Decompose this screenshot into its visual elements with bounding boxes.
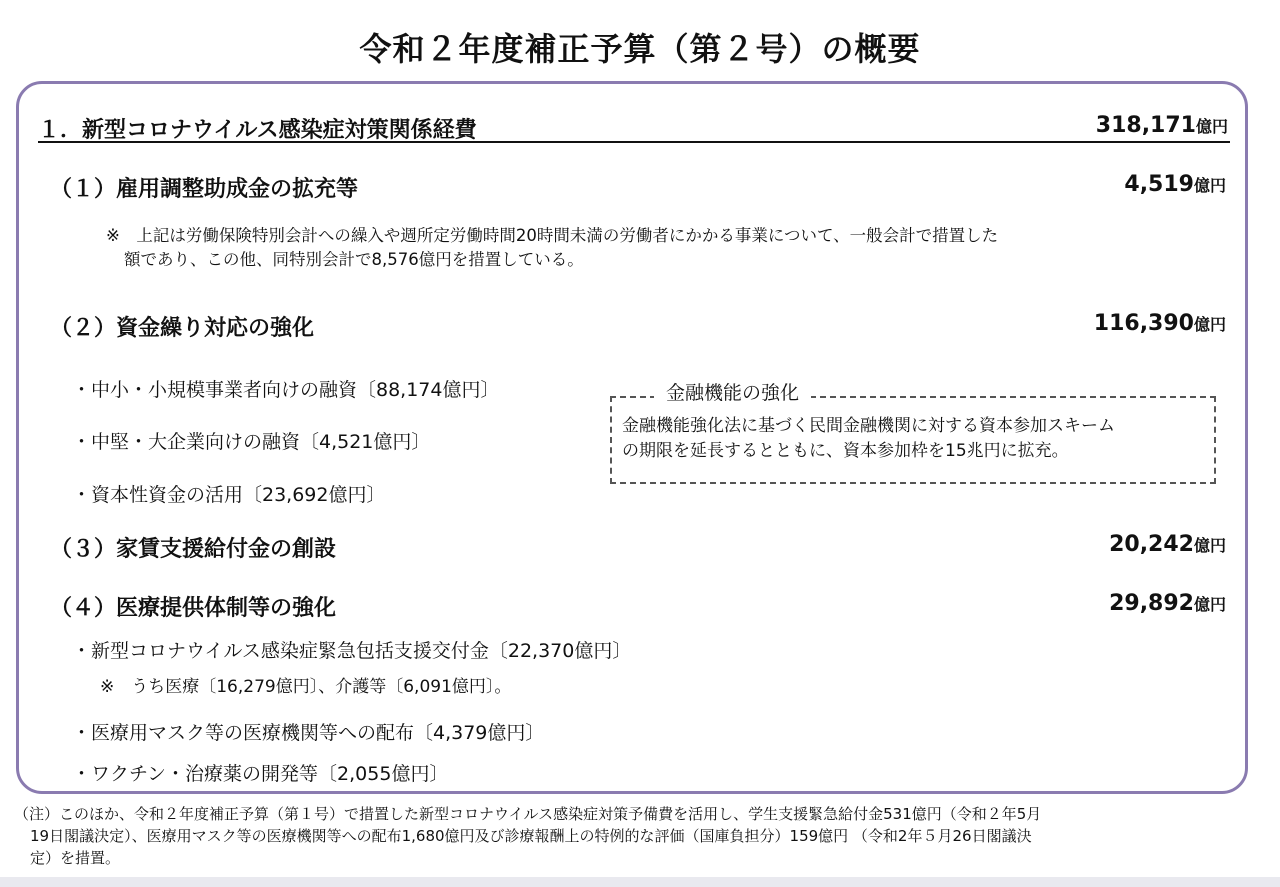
sub-1-amount-value: 4,519 [1124, 172, 1194, 197]
sub-1-heading: （１）雇用調整助成金の拡充等 [50, 177, 359, 202]
sub-4-item-1: ・新型コロナウイルス感染症緊急包括支援交付金〔22,370億円〕 [72, 640, 632, 662]
sub-4-item-3: ・ワクチン・治療薬の開発等〔2,055億円〕 [72, 763, 449, 785]
sub-4-item-1-note: ※ うち医療〔16,279億円〕、介護等〔6,091億円〕。 [100, 677, 512, 697]
sub-2-amount-value: 116,390 [1093, 311, 1194, 336]
finance-function-box-line-2: の期限を延長するとともに、資本参加枠を15兆円に拡充。 [622, 441, 1069, 461]
sub-2-item-3: ・資本性資金の活用〔23,692億円〕 [72, 484, 386, 506]
sub-3-amount-value: 20,242 [1109, 532, 1194, 557]
section-1-label: １．新型コロナウイルス感染症対策関係経費 [38, 118, 477, 143]
section-1-heading [38, 113, 1230, 143]
finance-function-box-line-1: 金融機能強化法に基づく民間金融機関に対する資本参加スキーム [622, 416, 1115, 436]
sub-4-amount-unit: 億円 [1193, 595, 1226, 614]
sub-2-item-2: ・中堅・大企業向けの融資〔4,521億円〕 [72, 431, 431, 453]
section-1-amount [1096, 113, 1228, 138]
finance-function-box-title: 金融機能の強化 [654, 378, 811, 405]
footnote-line-3: 定）を措置。 [30, 849, 121, 867]
sub-4-item-2: ・医療用マスク等の医療機関等への配布〔4,379億円〕 [72, 722, 545, 744]
sub-2-item-1: ・中小・小規模事業者向けの融資〔88,174億円〕 [72, 379, 500, 401]
sub-1-note-line-2: 額であり、この他、同特別会計で8,576億円を措置している。 [124, 250, 584, 269]
sub-3-heading: （３）家賃支援給付金の創設 [50, 537, 337, 562]
sub-3-amount [1109, 532, 1226, 557]
sub-4-heading: （４）医療提供体制等の強化 [50, 596, 337, 621]
footnote-line-1: （注）このほか、令和２年度補正予算（第１号）で措置した新型コロナウイルス感染症対策予備費を活用し、学生支援緊急給付金531億円（令和２年5月 [14, 805, 1042, 823]
page-title: 令和２年度補正予算（第２号）の概要 [359, 30, 921, 68]
footnote [14, 803, 1264, 869]
sub-2-heading: （２）資金繰り対応の強化 [50, 316, 315, 341]
finance-function-box-body [622, 414, 1212, 464]
sub-1-note-line-1: ※ 上記は労働保険特別会計への繰入や週所定労働時間20時間未満の労働者にかかる事業について、一般会計で措置した [106, 226, 999, 245]
sub-4-amount-value: 29,892 [1109, 591, 1194, 616]
sub-2-amount [1094, 311, 1226, 336]
bottom-band [0, 877, 1280, 887]
section-1-amount-value: 318,171 [1095, 113, 1196, 138]
footnote-line-2: 19日閣議決定）、医療用マスク等の医療機関等への配布1,680億円及び診療報酬上の特例的な評価（国庫負担分）159億円 （令和2年５月26日閣議決 [30, 827, 1032, 845]
sub-1-amount [1124, 172, 1226, 197]
sub-4-amount [1109, 591, 1226, 616]
sub-1-amount-unit: 億円 [1193, 176, 1226, 195]
section-1-amount-unit: 億円 [1195, 117, 1228, 136]
sub-3-amount-unit: 億円 [1193, 536, 1226, 555]
sub-2-amount-unit: 億円 [1193, 315, 1226, 334]
